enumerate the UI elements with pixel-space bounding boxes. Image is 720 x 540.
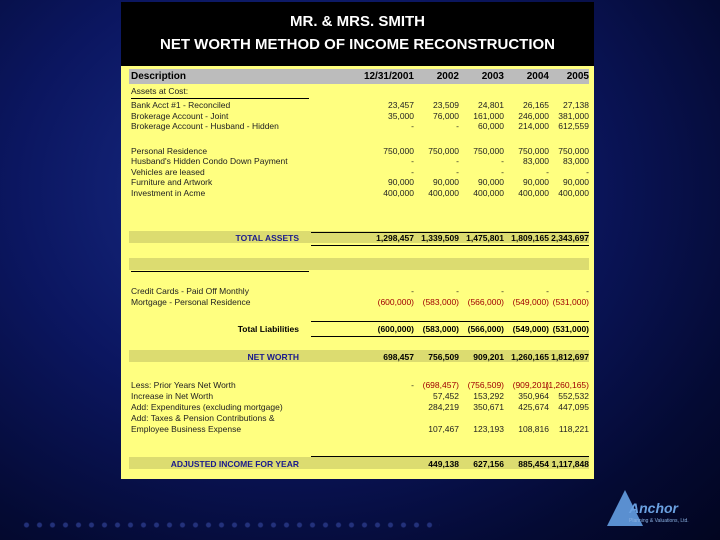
asset-row-value: 23,509: [433, 100, 459, 110]
net-worth-row-value: 698,457: [383, 352, 414, 362]
asset-row-value: -: [456, 166, 459, 177]
asset-row-value: -: [411, 156, 414, 166]
asset-row-label: Personal Residence: [131, 145, 208, 156]
adjustment-row-value: 118,221: [558, 424, 589, 434]
asset-row-value: -: [411, 121, 414, 131]
liability-row-value: -: [411, 286, 414, 296]
adjustment-row-value: 123,193: [473, 424, 504, 434]
asset-row-value: -: [411, 166, 414, 177]
asset-row-value: 246,000: [518, 110, 549, 121]
asset-row-label: Brokerage Account - Husband - Hidden: [131, 121, 279, 131]
worksheet: [121, 2, 594, 479]
total-liabilities-row-value: (583,000): [422, 324, 459, 334]
total-rule-top: [311, 232, 589, 233]
column-header: 2002: [436, 71, 459, 82]
title-banner: [121, 2, 594, 66]
asset-row-value: 400,000: [428, 187, 459, 198]
adjustment-row-value: 108,816: [518, 424, 549, 434]
asset-row-value: -: [501, 156, 504, 166]
asset-row-label: Vehicles are leased: [131, 166, 205, 177]
total-liabilities-row-value: (600,000): [377, 324, 414, 334]
liability-row-value: (600,000): [377, 297, 414, 307]
asset-row-value: 83,000: [523, 156, 549, 166]
liabilities-rule-top: [311, 321, 589, 322]
asset-row-value: 90,000: [523, 177, 549, 187]
adjustment-row-value: (909,201): [512, 380, 549, 390]
adjustment-row-label: Less: Prior Years Net Worth: [131, 380, 236, 390]
adjustment-row-value: 447,095: [558, 402, 589, 412]
heading-underline: [131, 271, 309, 272]
liability-row-value: (566,000): [467, 297, 504, 307]
asset-row-value: 23,457: [388, 100, 414, 110]
column-header: 2005: [566, 71, 589, 82]
liability-row-value: -: [546, 286, 549, 296]
title-line-1: MR. & MRS. SMITH: [290, 13, 425, 30]
liability-row-value: -: [501, 286, 504, 296]
adjustment-row-value: 284,219: [428, 402, 459, 412]
adjustment-row-label: Employee Business Expense: [131, 424, 242, 434]
total-assets-row-value: 1,339,509: [421, 233, 459, 243]
asset-row-value: 400,000: [383, 187, 414, 198]
asset-row-value: 90,000: [388, 177, 414, 187]
asset-row-value: 750,000: [558, 145, 589, 156]
decorative-dots: [20, 520, 440, 530]
liability-row-label: Credit Cards - Paid Off Monthly: [131, 286, 249, 296]
net-worth-row-value: 1,812,697: [551, 352, 589, 362]
asset-row-value: 400,000: [558, 187, 589, 198]
asset-row-value: 26,165: [523, 100, 549, 110]
adjustment-row-value: (756,509): [467, 380, 504, 390]
adjusted-rule-top: [311, 456, 589, 457]
total-liabilities-row-value: (549,000): [512, 324, 549, 334]
liability-row-value: (549,000): [512, 297, 549, 307]
adjustment-row-value: 57,452: [433, 391, 459, 401]
adjusted-income-row-value: 627,156: [473, 459, 504, 469]
asset-row-label: Investment in Acme: [131, 187, 206, 198]
liability-row-label: Mortgage - Personal Residence: [131, 297, 251, 307]
total-assets-row-value: 1,298,457: [376, 233, 414, 243]
logo-subtitle: Planning & Valuations, Ltd.: [629, 518, 689, 524]
adjusted-income-row-value: 885,454: [518, 459, 549, 469]
asset-row-value: -: [456, 121, 459, 131]
asset-row-label: Bank Acct #1 - Reconciled: [131, 100, 231, 110]
asset-row-value: 400,000: [518, 187, 549, 198]
asset-row-label: Brokerage Account - Joint: [131, 110, 229, 121]
total-assets-row-label: TOTAL ASSETS: [235, 233, 299, 243]
asset-row-value: 60,000: [478, 121, 504, 131]
asset-row-value: 612,559: [558, 121, 589, 131]
asset-row-value: 161,000: [473, 110, 504, 121]
adjusted-income-row-value: 449,138: [428, 459, 459, 469]
asset-row-value: 750,000: [473, 145, 504, 156]
adjustment-row-value: 425,674: [518, 402, 549, 412]
adjustment-row-value: (1,260,165): [545, 380, 589, 390]
total-liabilities-row-label: Total Liabilities: [237, 324, 299, 334]
asset-row-label: Furniture and Artwork: [131, 177, 213, 187]
title-line-2: NET WORTH METHOD OF INCOME RECONSTRUCTION: [160, 36, 555, 53]
asset-row-value: 90,000: [478, 177, 504, 187]
liability-row-value: (531,000): [552, 297, 589, 307]
asset-row-value: -: [501, 166, 504, 177]
asset-row-label: Husband's Hidden Condo Down Payment: [131, 156, 288, 166]
net-worth-row-label: NET WORTH: [247, 352, 299, 362]
asset-row-value: 750,000: [383, 145, 414, 156]
adjustment-row-label: Add: Taxes & Pension Contributions &: [131, 413, 275, 423]
asset-row-value: -: [456, 156, 459, 166]
adjustment-row-label: Add: Expenditures (excluding mortgage): [131, 402, 283, 412]
asset-row-value: 381,000: [558, 110, 589, 121]
asset-row-value: 76,000: [433, 110, 459, 121]
total-assets-row-value: 1,475,801: [466, 233, 504, 243]
asset-row-value: 750,000: [428, 145, 459, 156]
adjustment-row-value: 107,467: [428, 424, 459, 434]
asset-row-value: 90,000: [433, 177, 459, 187]
liability-row-value: -: [586, 286, 589, 296]
section-heading-assets: Assets at Cost:: [131, 86, 189, 96]
heading-underline: [131, 98, 309, 99]
liability-row-value: -: [456, 286, 459, 296]
column-header: 12/31/2001: [363, 71, 414, 82]
adjusted-income-row-value: 1,117,848: [551, 459, 589, 469]
total-assets-row-value: 1,809,165: [511, 233, 549, 243]
liabilities-band: [129, 258, 589, 270]
liability-row-value: (583,000): [422, 297, 459, 307]
asset-row-value: 214,000: [518, 121, 549, 131]
asset-row-value: 24,801: [478, 100, 504, 110]
asset-row-value: 83,000: [563, 156, 589, 166]
adjustment-row-value: (698,457): [422, 380, 459, 390]
asset-row-value: -: [586, 166, 589, 177]
column-header: 2004: [526, 71, 549, 82]
asset-row-value: 400,000: [473, 187, 504, 198]
asset-row-value: 35,000: [388, 110, 414, 121]
adjustment-row-value: 153,292: [473, 391, 504, 401]
net-worth-row-value: 909,201: [473, 352, 504, 362]
total-liabilities-row-value: (531,000): [552, 324, 589, 334]
logo-name: Anchor: [629, 500, 678, 516]
asset-row-value: 27,138: [563, 100, 589, 110]
adjustment-row-value: 350,671: [473, 402, 504, 412]
total-assets-row-value: 2,343,697: [551, 233, 589, 243]
company-logo: [607, 490, 707, 530]
liabilities-rule-bottom: [311, 336, 589, 337]
net-worth-row-value: 756,509: [428, 352, 459, 362]
column-header: 2003: [481, 71, 504, 82]
adjustment-row-value: 350,964: [518, 391, 549, 401]
asset-row-value: 90,000: [563, 177, 589, 187]
asset-row-value: -: [546, 166, 549, 177]
adjusted-income-row-label: ADJUSTED INCOME FOR YEAR: [170, 459, 299, 469]
adjustment-row-label: Increase in Net Worth: [131, 391, 214, 401]
net-worth-row-value: 1,260,165: [511, 352, 549, 362]
column-header: Description: [131, 71, 187, 82]
total-liabilities-row-value: (566,000): [467, 324, 504, 334]
adjustment-row-value: -: [411, 380, 414, 390]
total-rule-bottom: [311, 245, 589, 246]
adjustment-row-value: 552,532: [558, 391, 589, 401]
asset-row-value: 750,000: [518, 145, 549, 156]
